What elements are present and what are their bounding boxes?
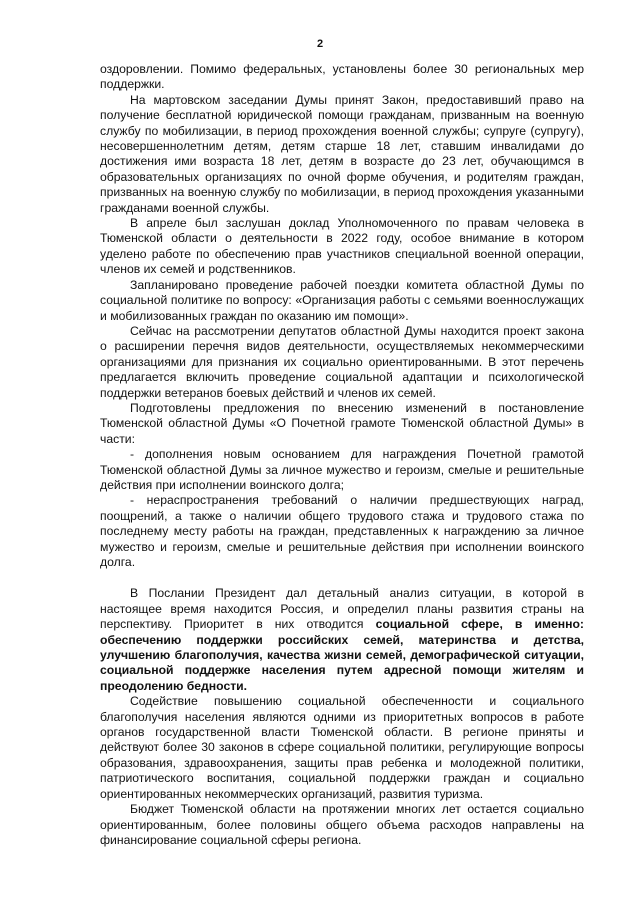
president-message-lead: В Послании Президент дал детальный анализ ситуации, в которой в настоящее время находится Россия, и определил планы развития страны на перспективу. Приоритет в них отводится [100,586,584,632]
paragraph-president-message [100,586,584,694]
list-item-requirements: - нераспространения требований о наличии предшествующих наград, поощрений, а также о наличии общего трудового стажа и трудового стажа по последнему месту работы на граждан, представленных к награждению за личное мужество и героизм, смелые и решительные действия при исполнении воинского долга. [100,493,584,569]
paragraph-diploma-proposals: Подготовлены предложения по внесению изменений в постановление Тюменской областной Думы «О Почетной грамоте Тюменской областной Думы» в части: [100,400,584,446]
paragraph-ombudsman-report: В апреле был заслушан доклад Уполномоченного по правам человека в Тюменской области о деятельности в 2022 году, особое внимание в котором уделено работе по обеспечению прав участников специальной военной операции, членов их семей и родственников. [100,216,584,277]
document-body [100,62,584,848]
paragraph-nko-bill: Сейчас на рассмотрении депутатов областной Думы находится проект закона о расширении перечня видов деятельности, осуществляемых некоммерческими организациями для признания их социально ориентированными. В этот перечень предлагается включить проведение социальной адаптации и психологической поддержки ветеранов боевых действий и членов их семей. [100,323,584,400]
page-number: 2 [316,38,324,50]
paragraph-budget: Бюджет Тюменской области на протяжении многих лет остается социально ориентированным, более половины общего объема расходов направлены на финансирование социальной сферы региона. [100,802,584,847]
paragraph-legal-aid-law: На мартовском заседании Думы принят Закон, предоставивший право на получение бесплатной юридической помощи гражданам, призванным на военную службу по мобилизации, в период прохождения военной службы; супруге (супругу), несовершеннолетним детям, детям старше 18 лет, ставшим инвалидами до достижения ими возраста 18 лет, детям в возрасте до 23 лет, обучающимся в образовательных организациях по очной форме обучения, и родителям граждан, призванных на военную службу по мобилизации, в период прохождения указанными гражданами военной службы. [100,92,584,215]
paragraph-committee-trip: Запланировано проведение рабочей поездки комитета областной Думы по социальной политике по вопросу: «Организация работы с семьями военнослужащих и мобилизованных граждан по оказанию им помощи». [100,277,584,323]
list-item-new-grounds: - дополнения новым основанием для награждения Почетной грамотой Тюменской областной Думы за личное мужество и героизм, смелые и решительные действия при исполнении воинского долга; [100,447,584,492]
president-message-priorities: социальной сфере, в именно: обеспечению поддержки российских семей, материнства и детства, улучшению благополучия, качества жизни семей, демографической ситуации, социальной поддержке населения путем адресной помощи жителям и преодолению бедности. [100,617,584,693]
paragraph-social-welfare: Содействие повышению социальной обеспеченности и социального благополучия населения являются одними из приоритетных вопросов в работе органов государственной власти Тюменской области. В регионе приняты и действуют более 30 законов в сфере социальной политики, регулирующие вопросы образования, здравоохранения, защиты прав ребенка и молодежной политики, патриотического воспитания, социальной поддержки граждан и социально ориентированных некоммерческих организаций, развития туризма. [100,694,584,801]
paragraph-continuation: оздоровлении. Помимо федеральных, установлены более 30 региональных мер поддержки. [100,62,584,92]
